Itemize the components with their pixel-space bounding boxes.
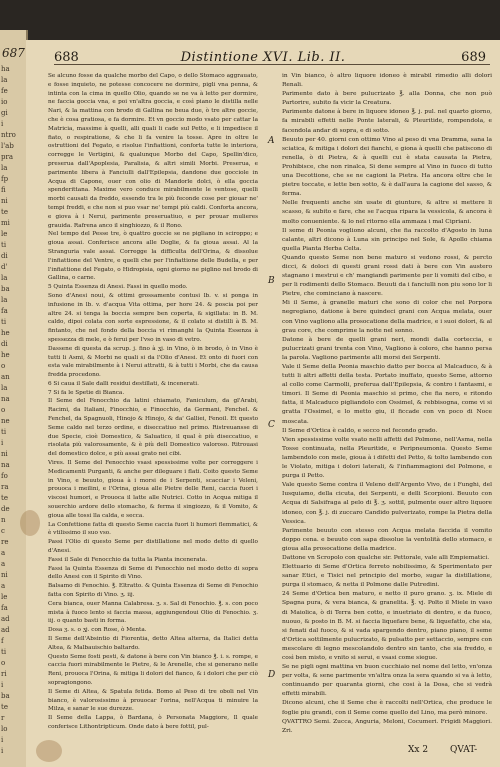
left-page-fragment-word: ni bbox=[1, 197, 8, 205]
left-page-fragment-word: ti bbox=[1, 241, 7, 249]
catchword: QVAT- bbox=[450, 745, 478, 755]
left-page-fragment-word: la bbox=[1, 76, 8, 84]
paragraph: Fassi la Quinta Essenza di Seme di Fenocchio nel modo detto di sopra dello Anesi con il Spirito di Vino. bbox=[48, 565, 258, 581]
left-page-fragment-word: i bbox=[1, 747, 4, 755]
running-title: Distintione XVI. Lib. II. bbox=[180, 50, 346, 65]
left-page-fragment-word: le bbox=[1, 593, 8, 601]
left-page-fragment-word: ad bbox=[1, 626, 10, 634]
paragraph: Parimente datone à bere in liquore idoneo ℥. j. pul. nel quarto giorno, fa mirabili effetti nelle Ponte laterali, & Pleuritide, rompendola, e facendola andar di sopra, e di sotto. bbox=[282, 109, 492, 134]
paragraph: Questo Seme fosti pesti, & datone à bere con Vin bianco ℥. i. s. rompe, e caccia fuori mirabilmente le Pietre, & le Arenelle, che si generano nelle Reni, prouoca l'Orina, & mitiga li dolori del fianco, & i dolori che per ciò sopragiongono. bbox=[48, 653, 258, 686]
paragraph: Sono d'Anesi noui, & ottimi grossamente contusi lb. v. si ponga in infusione in lb. v. d'acqua Vita ottima, per hore 24. & poscia poi per altre 24. si tenga la boccia sempre ben coperta, & sigillata: in B. M. caldo, dipoi colata con sorte espressione, & il colato si distilli à B. M. fintanto, che nel fondo della boccia vi rimanghi la Quinta Essenza à spessezza di mele, e ò ferui per l'vso in vaso di vetro. bbox=[48, 292, 258, 343]
book-page bbox=[26, 40, 500, 767]
left-page-fragment-word: i bbox=[1, 120, 4, 128]
paragraph: Vien spessissime volte vsato nelli affetti del Polmone, nell'Asma, nella Tosse continuata, nella Pleuritide, e Peripneumonia. Questo Seme lambendolo con mele, gioua à i difetti del Petto, & tolto lambendo con le Violato, mitiga i dolori laterali, & l'infiammagioni del Polmone, e purga il Petto. bbox=[282, 436, 492, 480]
paragraph: Dicono alcuni, che il Seme che è raccolti nell'Ortica, che produce le foglie piu grandi, con il Seme come quello del Lino, ma però minore. bbox=[282, 700, 492, 716]
left-page-fragment-word: la bbox=[1, 384, 8, 392]
left-page-fragment-word: di bbox=[1, 340, 8, 348]
paragraph: QVATTRO Semi. Zucca, Anguria, Meloni, Cocumeri. Frigidi Maggiori. Zri. bbox=[282, 718, 492, 734]
left-page-fragment-word: ra bbox=[1, 483, 9, 491]
left-page-fragment-word: o bbox=[1, 406, 6, 414]
left-page-fragment-word: a bbox=[1, 582, 6, 590]
paragraph: Vale il Seme della Peonia maschio datto per bocca al Malcaduco, & à tutti li altri affetti della testa. Portato inuffato, questo Seme, attorno al collo come Carmolli, preferua dall'Epilepsia, & contro i fantasmi, e timori. Il Seme di Peonia maschio si primo, che fia nero, e ritondo fatta, il Malcaduco pigliandolo con Ossimel, & rebbisogna, come vi si gratta l'Ossimel, e lo metto giu, il ficcade con vn poco di Noce moscata. bbox=[282, 364, 492, 425]
left-page-fragment-word: a bbox=[1, 560, 6, 568]
left-page-fragment-word: ba bbox=[1, 692, 10, 700]
paragraph: Balsamo di Fenochio. ℥. Eltratto. & Quinta Essenza di Seme di Fenochio fatta con Spirito di Vino. ʒ. iij. bbox=[48, 583, 258, 599]
paragraph: Parimente beuuto con stesso con Acqua melata faccida il vomito doppo cena. e beuuto con sapa dissolue la ventolità dello stomaco, e gioua alla prosocatione della madrice. bbox=[282, 527, 492, 552]
left-page-fragment-word: ni bbox=[1, 571, 8, 579]
paragraph: 5 Quinta Essenza di Anesi. Fassi in quello modo. bbox=[48, 284, 188, 291]
left-page-fragment-word: io bbox=[1, 98, 8, 106]
signature-mark: Xx 2 bbox=[408, 745, 429, 755]
left-page-fragment-word: ti bbox=[1, 428, 7, 436]
left-page-fragment-word: na bbox=[1, 461, 10, 469]
left-page-fragment-word: ni bbox=[1, 450, 8, 458]
left-page-fragment-word: la bbox=[1, 164, 8, 172]
left-text-column bbox=[48, 72, 258, 732]
left-page-fragment-word: te bbox=[1, 208, 8, 216]
left-page-fragment-word: i bbox=[1, 439, 4, 447]
margin-letter-d: D bbox=[268, 670, 276, 680]
left-page-fragment-word: la bbox=[1, 296, 8, 304]
left-page-fragment-word: ti bbox=[1, 318, 7, 326]
margin-letter-c: C bbox=[268, 420, 275, 430]
paragraph: 7 Si fa le Spetie di Bianca. bbox=[48, 389, 125, 396]
left-page-fragment-word: n bbox=[1, 516, 6, 524]
margin-letter-a: A bbox=[268, 136, 275, 146]
paragraph: Beuuto per 40. giorni con ottimo Vino al peso di vna Dramma, sana la sciatica, & mitiga i dolori dei fianchi, e giona à quelli che patiscono di renella, ò di Pietra, & à quelli cui è stata causata la Pietra, Prohibisce, che non rinalca, Si dene sempre al Vino in fuoco di tutto una Decottione, che se ne cagioni la Pietra. Ha ancora oltre che le pietre toccate, e lette ben sotto, & è dall'aura la cagione del sasso, & ferma. bbox=[282, 136, 492, 198]
paragraph: in Vin bianco, ò altro liquore idoneo è mirabil rimedio alli dolori Renali. bbox=[282, 73, 492, 89]
left-page-fragment-word: fa bbox=[1, 307, 8, 315]
paragraph: Il seme di Peonia vogliono alcuni, che fia raccolto d'Agosto in luna calante, altri dicono à Luna sin principo nel Sole, & Apollo chiama quella Pianta Herba Celta. bbox=[282, 227, 492, 252]
right-text-column bbox=[282, 72, 492, 736]
left-page-fragment-word: r bbox=[1, 714, 5, 722]
paragraph: Il Seme dell'Absintio di Fiorentia, detto Altea alterna, da Italici detta Altea, & Malbauischio baltardo. bbox=[48, 636, 258, 651]
paragraph: 24 Seme d'Ortica ben maturo, e netto il puro grano. ʒ. ix. Miele di Spagna pura, & vera bianca, & granelita. ℥. vj. Polto il Miele in vaso di Maiolica, ò di Terra ben cotto, e inuetriato di dentro, e da fuoco, nuouo, & posto in B. M. si faccia liquefare bene, & liquefatto, che sia, si fenati dal fuoco, & si vada spargendo dentro, piano piano, il seme d'Ortica sottilmente pulucrizato, & pulsatto per settaccio, sempre con mescolare di legno mescolandolo dentro sin tanto, che sia freddo, e così ben misto, e vnito si serui, e vsasi come siegue. bbox=[282, 591, 492, 661]
paragraph: Vires. Il Seme del Fenocchio vsasi spessissime volte per correggere i Medicamenti Purganti, & anche per dileguare i flati. Coito questo Seme in Vino, e beuuto, gioua à i morsi de i Serpenti, scacciar i Veleni, prouoca i meilini, e l'Orina, gioua alle Pietre delle Reni, caccia fuori i viscosi humori, e Prouoca il latte alle Nutrici. Cotto in Acqua mitiga il souerchio ardore dello stomacho, & ferma il singiozzo, & il Vomito, & gioua alle tossi lla calda, e secca. bbox=[48, 460, 258, 519]
left-page-fragment-word: ba bbox=[1, 285, 10, 293]
left-page-fragment-word: di bbox=[1, 252, 8, 260]
paragraph: Mi il Seme, à granelle maturi che sono di color che nel Porpora negregiano, datione à bere quindeci grani con Acqua melata, ouer con Vino vagliono alla prosocatione della madrice, e i suoi dolori, & al grau core, che comprime la notte nel sonno. bbox=[282, 300, 492, 334]
left-page-number: 687 bbox=[2, 46, 25, 60]
left-page-fragment-word: te bbox=[1, 703, 8, 711]
paragraph: Dattone vn Scropolo con qualche sir. Pettorale, vale alli Empiematici. bbox=[282, 554, 490, 561]
left-page-fragment-word: ha bbox=[1, 65, 10, 73]
left-page-fragment-word: re bbox=[1, 538, 9, 546]
left-page-fragment-word: pra bbox=[1, 153, 14, 161]
paragraph: Dassene di questa da scrup. j. fino à ʒj. in Vino, ò in brodo, ò in Vino è tutti li Asmi, & Morbi ne quali si da l'Olio d'Anesi. Et onto di fuori con esta vale mirabilmente à i Nerui attratti, & à tutti i Morbi, che da causa fredda procedono. bbox=[48, 345, 258, 379]
stain bbox=[20, 510, 40, 536]
paragraph: Fassi il Sale di Fenocchio da tutta la Pianta incenerata. bbox=[48, 556, 207, 563]
paragraph: Dosa ʒ. s. o ʒj. con Rose, ò Menta. bbox=[48, 627, 147, 634]
left-page-fragment-word: an bbox=[1, 373, 10, 381]
paragraph: Vale questo Seme contra il Veleno dell'Argento Vivo, de i Funghi, del Iusquiamo, della cicuta, dei Serpenti, e delli Scorpioni. Beuuto con Acqua di Salsifraga al pelo di ℥. ʒ. sottil, pulmente ouer altro liquore idoneo, con ℥. j. di zuccaro Candido pulverizato, rompe la Pietra della Vessica. bbox=[282, 482, 492, 525]
paragraph: Passi l'Olio di questo Seme per distillatione nel modo detto di quello d'Anesi. bbox=[48, 539, 258, 555]
left-page-fragment-word: o bbox=[1, 362, 6, 370]
left-page-fragment-word: i bbox=[1, 736, 4, 744]
paragraph: Cera bianca, ouer Manna Calabresa. ʒ. s. Sal di Fenochio. ℥. s. con poco mista à fuoco lento si faccia massa, aggiungendoui Olio di Fenochio. ʒ. iij. o quanto basti in forma. bbox=[48, 600, 258, 625]
left-page-fragment-word: ne bbox=[1, 417, 10, 425]
paragraph: Il Seme d'Ortica è caldo, e secco nel fecondo grado. bbox=[282, 427, 438, 434]
left-page-fragment-word: o bbox=[1, 659, 6, 667]
left-page-fragment-word: c bbox=[1, 527, 5, 535]
paragraph: Se alcuno fosse da qualche morbo del Capo, o dello Stomaco aggrauato, e fosse inquieto, ne potesse concocere ne dormire, pigli vna penna, & intinta con la cima in quello Olio, quando se ne va à letto per dormire, ne faccia goccia vna, e poi vn'altra goccia, e così piano le distilla nelle Nari, & la mattina con brodo di Gallina ne beua due, ò tre altre goccie, che è cosa gratiosa, e fa dormire. Et vn goccio modo vsato per cattar la Matricia, massime à quelli, alli quali li cade sul Petto, e li impedisce il fiato, o respiratione, & che li fa venire la tosse. Apre in oltre le ostruttioni del Fegato, e risolue l'infiattioni, conforta tutte le interiora, corregge le Vertigini, & qualunque Morbo del Capo, Spellin'dico, preserua dall'Apoplesia, Paralisia, & altri simili Morbi. Preserua, e parimente libera à Fanciulli dall'Epilepsia, dandone due gocciole in Acqua di Capone, ouer con olio di Mandorle dolci, ò ella goccia spenderittana. Maxime vero conduce mirabilmente le ventose, quelli morbi causati da freddo, essendo tra le più feconde cose per giouar ne' tempi freddi, e che non si puo vsar ne' tempi più caldi. Conforta ancora, e giova à i Nerui, parimente preseruatiuo, e per prouar mulieres grauida. Rafrena anco il singhiozzo, & il Rono. bbox=[48, 73, 258, 229]
paragraph: Parimente dato à bere pulucrizato ℥. alla Donna, che non può Partorire, subito fa vicir la Creatura. bbox=[282, 91, 492, 107]
left-page-fragment-word: fo bbox=[1, 472, 8, 480]
paragraph: La Confettione fatta di questo Seme caccia fuori li humori flemmatici, & è vtilissimo il suo vso. bbox=[48, 521, 258, 537]
margin-letter-b: B bbox=[268, 276, 275, 286]
paragraph: Nelle frequenti anche sin usate di giunture, & altre si mettere li scasso, & subito e fare, che se l'acqua ripara la vessicola, & ancora è molto conueniente. & lo nel ritorno ella ammaza i mal Cipriani. bbox=[282, 200, 492, 225]
left-page-fragment-word: ti bbox=[1, 648, 7, 656]
left-page-fragment-word: mi bbox=[1, 219, 10, 227]
header-rule bbox=[54, 64, 490, 65]
paragraph: 6 Si caua il Sale dalli residui destillati, & incenerati. bbox=[48, 380, 199, 387]
left-page-fragment-word: ntro bbox=[1, 131, 16, 139]
paragraph: Elettuario di Seme d'Ortica ferreto nobilissimo, & Sperimentato per sanar Etici, e Tisici nel principio del morbo, sugar la distillatione, purga il stomaco, & netta il Polmone dalle Putredini. bbox=[282, 564, 492, 589]
page-number-right: 689 bbox=[461, 50, 486, 65]
paragraph: Il Seme di Altea, & Spatula fetida. Bomo al Peso di tre oboli nel Vin bianco, è valorosissimo à prouocar l'orina, nell'Acqua ti minuire la Milza, e sanar le sue durezze. bbox=[48, 688, 258, 713]
left-page-fragment-word: a bbox=[1, 549, 6, 557]
left-page-fragment-word: d' bbox=[1, 263, 8, 271]
left-page-fragment-word: f bbox=[1, 637, 4, 645]
stain bbox=[36, 740, 62, 762]
left-page-fragment-word: gi bbox=[1, 109, 8, 117]
left-page-fragment-word: ri bbox=[1, 670, 7, 678]
left-page-fragment-word: ad bbox=[1, 615, 10, 623]
left-page-fragment-word: fe bbox=[1, 87, 8, 95]
left-page-fragment-word: na bbox=[1, 395, 10, 403]
left-page-fragment-word: fi bbox=[1, 186, 6, 194]
paragraph: Nel tempo del Pesse tre, ò quattro goccie se ne pigliano in sciroppo; e gioua assai. Conferisce ancora alle Doglie, & fa gioua assai. Al la Stranguria vale assai. Corregge la difficulta dell'Orina, & dissolue l'infiattione del Ventre, e quelli che per l'infiattione delle Budella, e per l'infiattione del Fegato, o Hidropisia, ogni giorno ne piglino nel brodo di Gallina, o carne. bbox=[48, 231, 258, 282]
left-page-fragment-word: fp bbox=[1, 175, 9, 183]
page-number-left: 688 bbox=[54, 50, 79, 65]
paragraph: Il Seme del Fenocchio da latini chiamato, Faniculum, da gl'Arabi, Racimi, da Italiani, Finocchio, e Finocchio, da Germani, Fenchel. & Fenchel, da Spagnuoli, Hinojo & Hinojo, & da' Galliei, Fenoil. Et questo Seme caldo nel terzo ordine, e diseccatiuo nel primo. Ristreuansse di due Specie, cioè Domestico, & Saluatico, il qual è più diseccatiuo, e risolata più valorosamente, & è più dell Domestico valoroso. Ritrouasi del domestico dolce, e più assai grato nei cibi. bbox=[48, 398, 258, 458]
paragraph: Quando questo Seme non bene maturo si vedono rossi, & percto dicci, & doloci di questi grani rossi dati à bere con Vin austero stagnano i mestrui e ch' mangiandi parimente per li vomiti del cibo, e per li rodimenti dello Stomaco. Beuuti da i fanciulli non piu sono lor li Pietre, che cominciano à nascere. bbox=[282, 254, 492, 298]
paragraph: Il Seme della Lappa, ò Bardana, ò Personata Maggiore, Il quale conferisce Lithontripticum. Onde dato à bere fottil, pul- bbox=[48, 715, 258, 730]
left-page-fragment-word: lo bbox=[1, 725, 8, 733]
paragraph: Datone à bere de quelli grani neri, mondi dalla corteccia, e pulucrizati grani trenta con Vino, Vagliono à coloro, che hanno persa la parola. Vagliono parimente alli morsi dei Serpenti. bbox=[282, 336, 492, 361]
left-page-fragment-word: he bbox=[1, 329, 10, 337]
paragraph: Se ne pigli ogni mattina vn buon cucchiaio nel nome del letto, vn'onza per volta, & sene parimente vn'altra onza la sera quando si va à letto, continuando per quaranta giorni, che cosi à la Dosa, che si vedrà effetti mirabili. bbox=[282, 664, 492, 698]
left-page-fragment bbox=[0, 30, 28, 767]
left-page-fragment-word: le bbox=[1, 230, 8, 238]
left-page-fragment-word: te bbox=[1, 494, 8, 502]
left-page-fragment-word: de bbox=[1, 505, 10, 513]
page-header bbox=[26, 46, 500, 66]
left-page-fragment-word: l'ab bbox=[1, 142, 14, 150]
left-page-fragment-word: fa bbox=[1, 604, 8, 612]
left-page-fragment-word: he bbox=[1, 351, 10, 359]
left-page-fragment-word: la bbox=[1, 274, 8, 282]
left-page-fragment-word: i bbox=[1, 681, 4, 689]
